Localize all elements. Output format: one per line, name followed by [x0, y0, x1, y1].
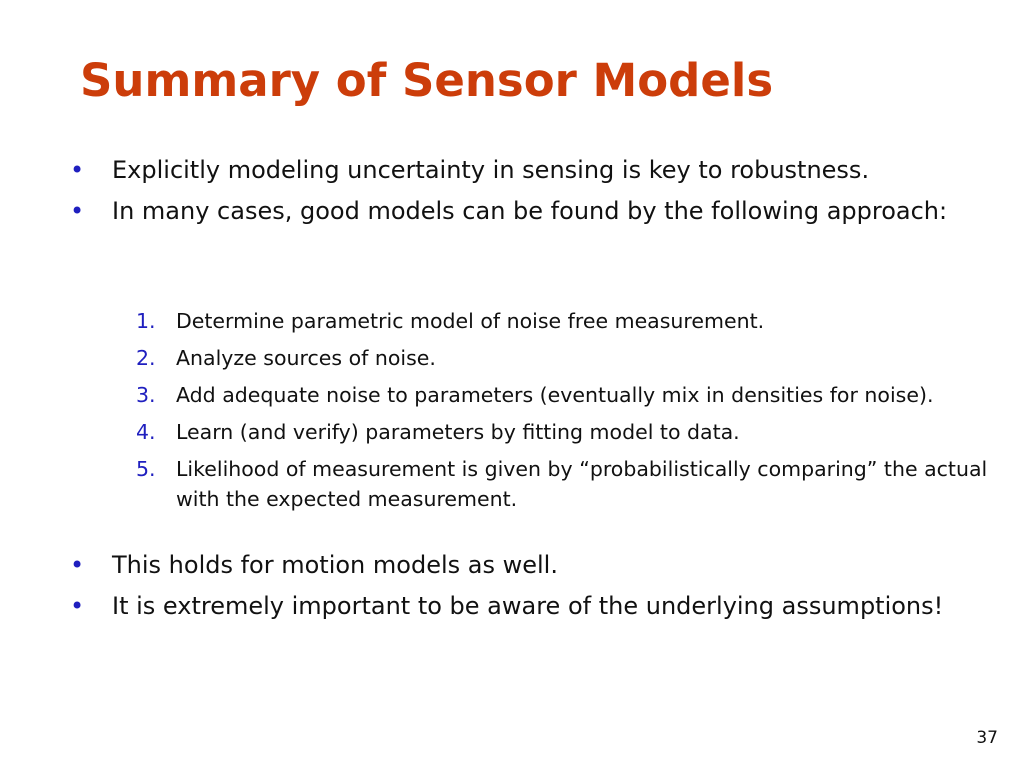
bullet-text: This holds for motion models as well. — [112, 551, 558, 579]
step-text: Analyze sources of noise. — [176, 346, 436, 370]
bullet-marker: • — [70, 197, 85, 225]
bullet-marker: • — [70, 156, 85, 184]
step-number: 3. — [136, 383, 156, 407]
bullet-item — [0, 549, 1024, 582]
step-text: Add adequate noise to parameters (eventually mix in densities for noise). — [176, 383, 934, 407]
bullet-item — [0, 154, 1024, 187]
step-text: Determine parametric model of noise free measurement. — [176, 309, 765, 333]
numbered-step — [0, 454, 1024, 514]
numbered-step — [0, 380, 1024, 410]
slide-title: Summary of Sensor Models — [80, 54, 774, 107]
bullet-text: Explicitly modeling uncertainty in sensing is key to robustness. — [112, 156, 870, 184]
bullet-marker: • — [70, 551, 85, 579]
bullet-list — [0, 154, 1024, 236]
step-number: 1. — [136, 309, 156, 333]
bullet-text: In many cases, good models can be found by the following approach: — [112, 197, 948, 225]
step-text: Likelihood of measurement is given by “probabilistically comparing” the actual with the expected measurement. — [176, 457, 988, 511]
step-text: Learn (and verify) parameters by fitting model to data. — [176, 420, 740, 444]
bullet-item — [0, 195, 1024, 228]
step-number: 5. — [136, 457, 156, 481]
bullet-text: It is extremely important to be aware of the underlying assumptions! — [112, 592, 944, 620]
numbered-step — [0, 306, 1024, 336]
step-number: 4. — [136, 420, 156, 444]
bullet-marker: • — [70, 592, 85, 620]
bullet-list-continued — [0, 549, 1024, 631]
step-number: 2. — [136, 346, 156, 370]
numbered-step — [0, 343, 1024, 373]
page-number: 37 — [976, 728, 998, 748]
numbered-step — [0, 417, 1024, 447]
numbered-step-list — [0, 306, 1024, 521]
bullet-item — [0, 590, 1024, 623]
